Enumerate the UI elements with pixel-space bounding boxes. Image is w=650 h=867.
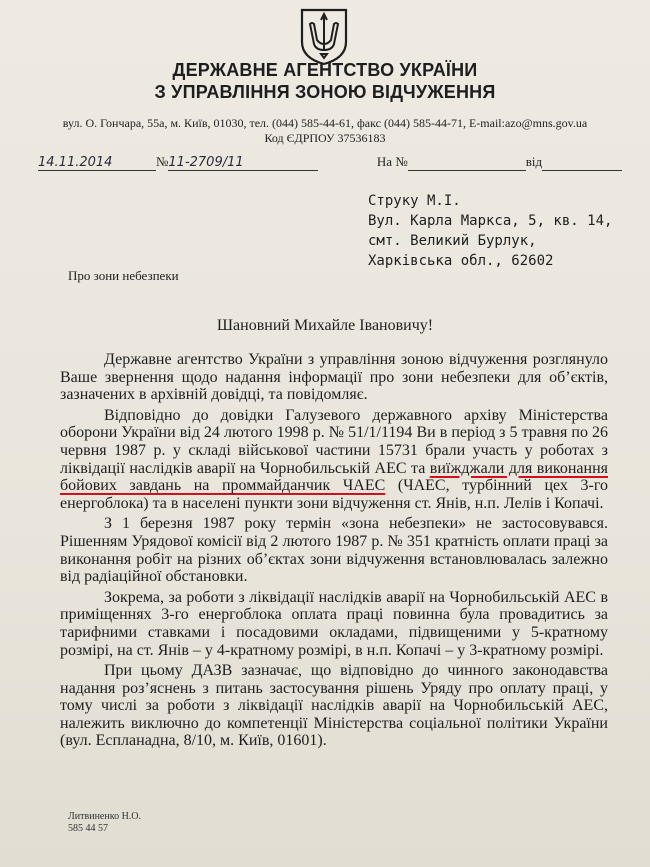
- recipient-town: смт. Великий Бурлук,: [368, 233, 537, 249]
- agency-title-line1: ДЕРЖАВНЕ АГЕНТСТВО УКРАЇНИ: [172, 60, 478, 80]
- outgoing-number-label: №: [156, 154, 169, 169]
- registration-line: [38, 154, 622, 171]
- paragraph-3: З 1 березня 1987 року термін «зона небезпеки» не застосовувався. Рішенням Урядової комісії від 2 лютого 1987 р. № 351 кратність оплати праці за виконання робіт на різних об’єктах зони відчуження встановлювалась залежно від радіаційної обстановки.: [60, 515, 608, 586]
- agency-contacts: вул. О. Гончара, 55а, м. Київ, 01030, тел. (044) 585-44-61, факс (044) 585-44-71, E-mail:azo@mns.gov.ua: [62, 116, 588, 130]
- paragraph-2: [60, 407, 608, 513]
- reply-date-label: від: [525, 154, 543, 169]
- outgoing-number: 11-2709/11: [168, 155, 318, 171]
- executor-phone: 585 44 57: [68, 823, 108, 834]
- letter-greeting: Шановний Михайле Івановичу!: [216, 317, 434, 334]
- recipient-street: Вул. Карла Маркса, 5, кв. 14,: [368, 213, 613, 229]
- reply-date-blank: [542, 154, 622, 171]
- agency-edrpou: Код ЄДРПОУ 37536183: [264, 131, 386, 145]
- ukraine-trident-crest-icon: [298, 6, 350, 66]
- recipient-name: Струку М.І.: [368, 193, 461, 209]
- recipient-region: Харківська обл., 62602: [368, 253, 554, 269]
- letter-subject: Про зони небезпеки: [68, 268, 179, 283]
- paragraph-5: При цьому ДАЗВ зазначає, що відповідно до чинного законодавства надання роз’яснень з питань застосування рішень Уряду про оплату праці, у тому числі за роботи з ліквідації наслідків аварії на Чорнобильській АЕС, належить виключно до компетенції Міністерства соціальної політики України (вул. Еспланадна, 8/10, м. Київ, 01601).: [60, 662, 608, 750]
- reply-number-blank: [408, 154, 526, 171]
- paragraph-2-start: Відповідно до довідки Галузевого державного архіву Міністерства оборони України від 24 лютого 1998 р. № 51/1/1194 Ви в період з 5 травня по 26 червня 1987 р. у складі військової частини 15731 брали участь у роботах з ліквідації наслідків аварії на Чорнобильській АЕС та: [60, 406, 608, 477]
- letter-body: [60, 351, 608, 750]
- paragraph-1: Державне агентство України з управління зоною відчуження розглянуло Ваше звернення щодо надання інформації про зони небезпеки для об’єктів, зазначених в архівній довідці, та повідомляє.: [60, 351, 608, 404]
- paragraph-2-end: (ЧАЕС, турбінний цех 3-го енергоблока) та в населені пункти зони відчуження ст. Янів, н.п. Лелів і Копачі.: [60, 477, 608, 512]
- paragraph-4: Зокрема, за роботи з ліквідації наслідків аварії на Чорнобильській АЕС в приміщеннях 3-го енергоблока оплата праці повинна була провадитись за тарифними ставками і посадовими окладами, підвищеними у 5-кратному розмірі, на ст. Янів – у 4-кратному розмірі, в н.п. Копачі – у 3-кратному розмірі.: [60, 588, 608, 659]
- reply-number-label: На №: [376, 154, 408, 169]
- agency-title-line2: З УПРАВЛІННЯ ЗОНОЮ ВІДЧУЖЕННЯ: [154, 82, 496, 102]
- paragraph-2-highlight: виїжджали для виконання бойових завдань на проммайданчик ЧАЕС: [60, 459, 609, 495]
- executor-name: Литвиненко Н.О.: [68, 811, 142, 822]
- outgoing-date: 14.11.2014: [38, 155, 156, 171]
